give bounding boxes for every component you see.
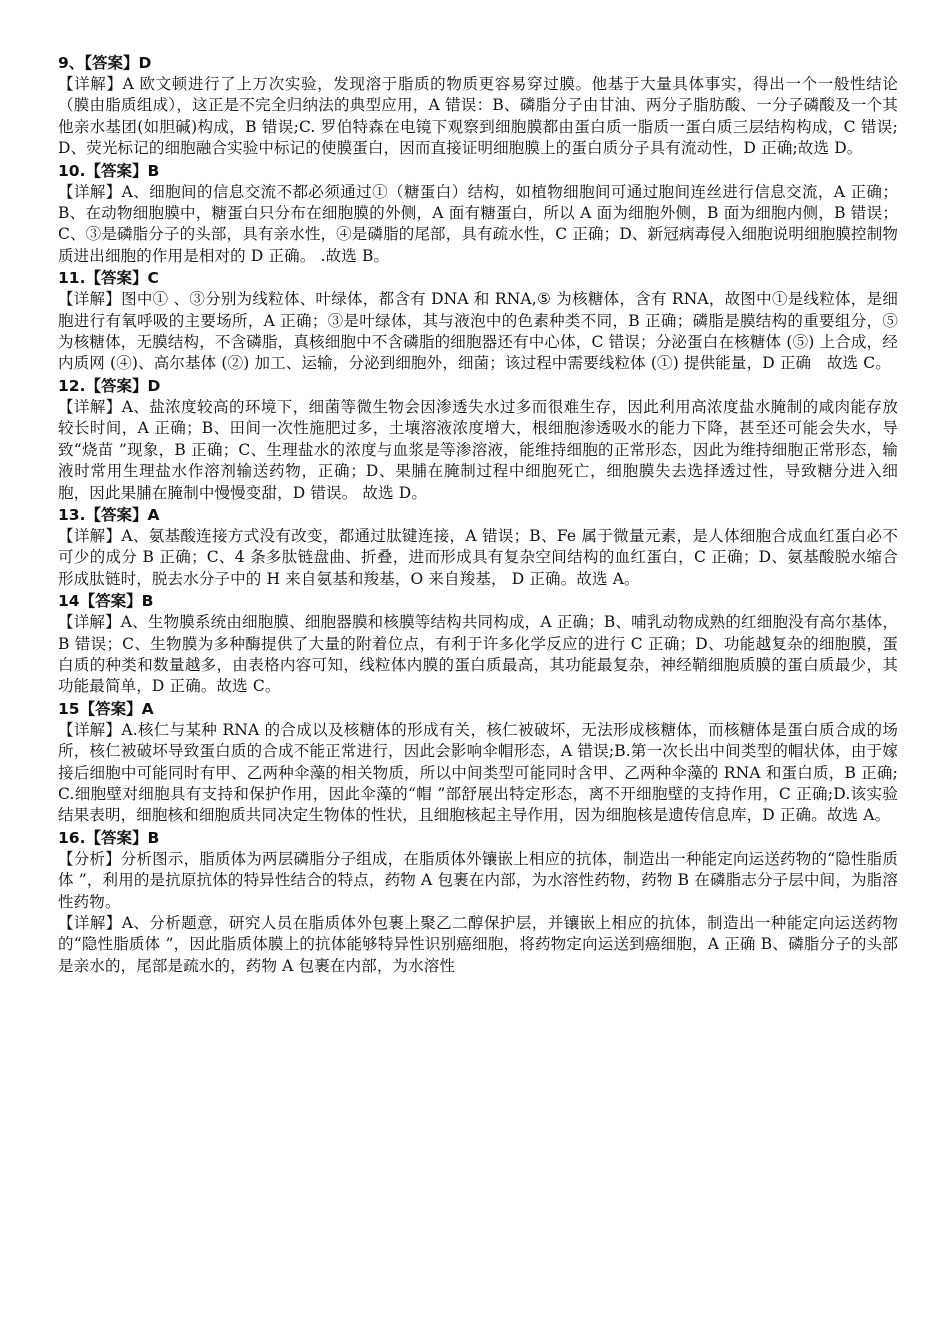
- answer-item-15: [58, 698, 898, 827]
- analysis-text: 【分析】分析图示，脂质体为两层磷脂分子组成，在脂质体外镶嵌上相应的抗体，制造出一种能定向运送药物的“隐性脂质体 ”，利用的是抗原抗体的特异性结合的特点，药物 A 包裹在内部，为水溶性药物，药物 B 在磷脂志分子层中间，为脂溶性药物。: [58, 849, 898, 911]
- answer-heading: 11.【答案】C: [58, 269, 159, 288]
- answer-heading: 10.【答案】B: [58, 161, 160, 180]
- answer-heading: 14【答案】B: [58, 592, 154, 611]
- answer-item-10: [58, 160, 898, 268]
- answer-item-16: [58, 827, 898, 977]
- answer-item-12: [58, 375, 898, 504]
- explanation-text: 【详解】A、氨基酸连接方式没有改变，都通过肽键连接，A 错误；B、Fe 属于微量元素，是人体细胞合成血红蛋白必不可少的成分 B 正确；C、4 条多肽链盘曲、折叠，进而形成具有复杂空间结构的血红蛋白，C 正确；D、氨基酸脱水缩合形成肽链时，脱去水分子中的 H 来自氨基和羧基，O 来自羧基， D 正确。故选 A。: [58, 526, 898, 588]
- explanation-text: 【详解】图中① 、③分别为线粒体、叶绿体，都含有 DNA 和 RNA,⑤ 为核糖体，含有 RNA，故图中①是线粒体，是细胞进行有氧呼吸的主要场所，A 正确；③是叶绿体，其与液泡中的色素种类不同，B 正确；磷脂是膜结构的重要组分，⑤为核糖体，无膜结构，不含磷脂，真核细胞中不含磷脂的细胞器还有中心体，C 错误；分泌蛋白在核糖体 (⑤) 上合成，经内质网 (④)、高尔基体 (②) 加工、运输，分泌到细胞外，细菌；该过程中需要线粒体 (①) 提供能量，D 正确 故选 C。: [58, 290, 898, 373]
- answer-heading: 13.【答案】A: [58, 505, 160, 524]
- explanation-text: 【详解】A 欧文顿进行了上万次实验，发现溶于脂质的物质更容易穿过膜。他基于大量具体事实，得出一个一般性结论（膜由脂质组成），这正是不完全归纳法的典型应用，A 错误：B、磷脂分子由甘油、两分子脂肪酸、一分子磷酸及一个其他亲水基团(如胆碱)构成，B 错误;C. 罗伯特森在电镜下观察到细胞膜都由蛋白质一脂质一蛋白质三层结构构成，C 错误;D、荧光标记的细胞融合实验中标记的使膜蛋白，因而直接证明细胞膜上的蛋白质分子具有流动性，D 正确;故选 D。: [58, 75, 898, 158]
- answer-heading: 9、【答案】D: [58, 54, 152, 72]
- answer-heading: 15【答案】A: [58, 699, 154, 718]
- answer-explanations: [58, 52, 898, 977]
- answer-heading: 16.【答案】B: [58, 828, 160, 847]
- answer-item-13: [58, 504, 898, 590]
- answer-item-11: [58, 267, 898, 375]
- answer-item-9: [58, 52, 898, 160]
- explanation-text: 【详解】A、分析题意，研究人员在脂质体外包裹上聚乙二醇保护层，并镶嵌上相应的抗体，制造出一种能定向运送药物的“隐性脂质体 ”，因此脂质体膜上的抗体能够特异性识别癌细胞，将药物定向运送到癌细胞，A 正确 B、磷脂分子的头部是亲水的，尾部是疏水的，药物 A 包裹在内部，为水溶性: [58, 914, 898, 975]
- explanation-text: 【详解】A.核仁与某种 RNA 的合成以及核糖体的形成有关，核仁被破坏，无法形成核糖体，而核糖体是蛋白质合成的场所，核仁被破坏导致蛋白质的合成不能正常进行，因此会影响伞帽形态，A 错误;B.第一次长出中间类型的帽状体，由于嫁接后细胞中可能同时有甲、乙两种伞藻的相关物质，所以中间类型可能同时含甲、乙两种伞藻的 RNA 和蛋白质，B 正确;C.细胞壁对细胞具有支持和保护作用，因此伞藻的“帽 ”部舒展出特定形态，离不开细胞壁的支持作用，C 正确;D.该实验结果表明，细胞核和细胞质共同决定生物体的性状，且细胞核起主导作用，因为细胞核是遗传信息库，D 正确。故选 A。: [58, 720, 898, 825]
- explanation-text: 【详解】A、细胞间的信息交流不都必须通过①（糖蛋白）结构，如植物细胞间可通过胞间连丝进行信息交流，A 正确；B、在动物细胞膜中，糖蛋白只分布在细胞膜的外侧，A 面有糖蛋白，所以 A 面为细胞外侧，B 面为细胞内侧，B 错误；C、③是磷脂分子的头部，具有亲水性，④是磷脂的尾部，具有疏水性，C 正确；D、新冠病毒侵入细胞说明细胞膜控制物质进出细胞的作用是相对的 D 正确。 .故选 B。: [58, 182, 898, 265]
- answer-heading: 12.【答案】D: [58, 376, 161, 395]
- explanation-text: 【详解】A、生物膜系统由细胞膜、细胞器膜和核膜等结构共同构成，A 正确；B、哺乳动物成熟的红细胞没有高尔基体，B 错误；C、生物膜为多种酶提供了大量的附着位点，有利于许多化学反应的进行 C 正确；D、功能越复杂的细胞膜，蛋白质的种类和数量越多，由表格内容可知，线粒体内膜的蛋白质最高，其功能最复杂，神经鞘细胞质膜的蛋白质最少，其功能最简单，D 正确。故选 C。: [58, 613, 898, 696]
- answer-item-14: [58, 590, 898, 698]
- explanation-text: 【详解】A、盐浓度较高的环境下，细菌等微生物会因渗透失水过多而很难生存，因此利用高浓度盐水腌制的咸肉能存放较长时间，A 正确；B、田间一次性施肥过多，土壤溶液浓度增大，根细胞渗透吸水的能力下降，甚至还可能会失水，导致“烧苗 ”现象，B 正确；C、生理盐水的浓度与血浆是等渗溶液，能维持细胞的正常形态，因此为维持细胞正常形态，输液时常用生理盐水作溶剂输送药物，正确；D、果脯在腌制过程中细胞死亡，细胞膜失去选择透过性，导致糖分进入细胞，因此果脯在腌制中慢慢变甜，D 错误。 故选 D。: [58, 397, 898, 502]
